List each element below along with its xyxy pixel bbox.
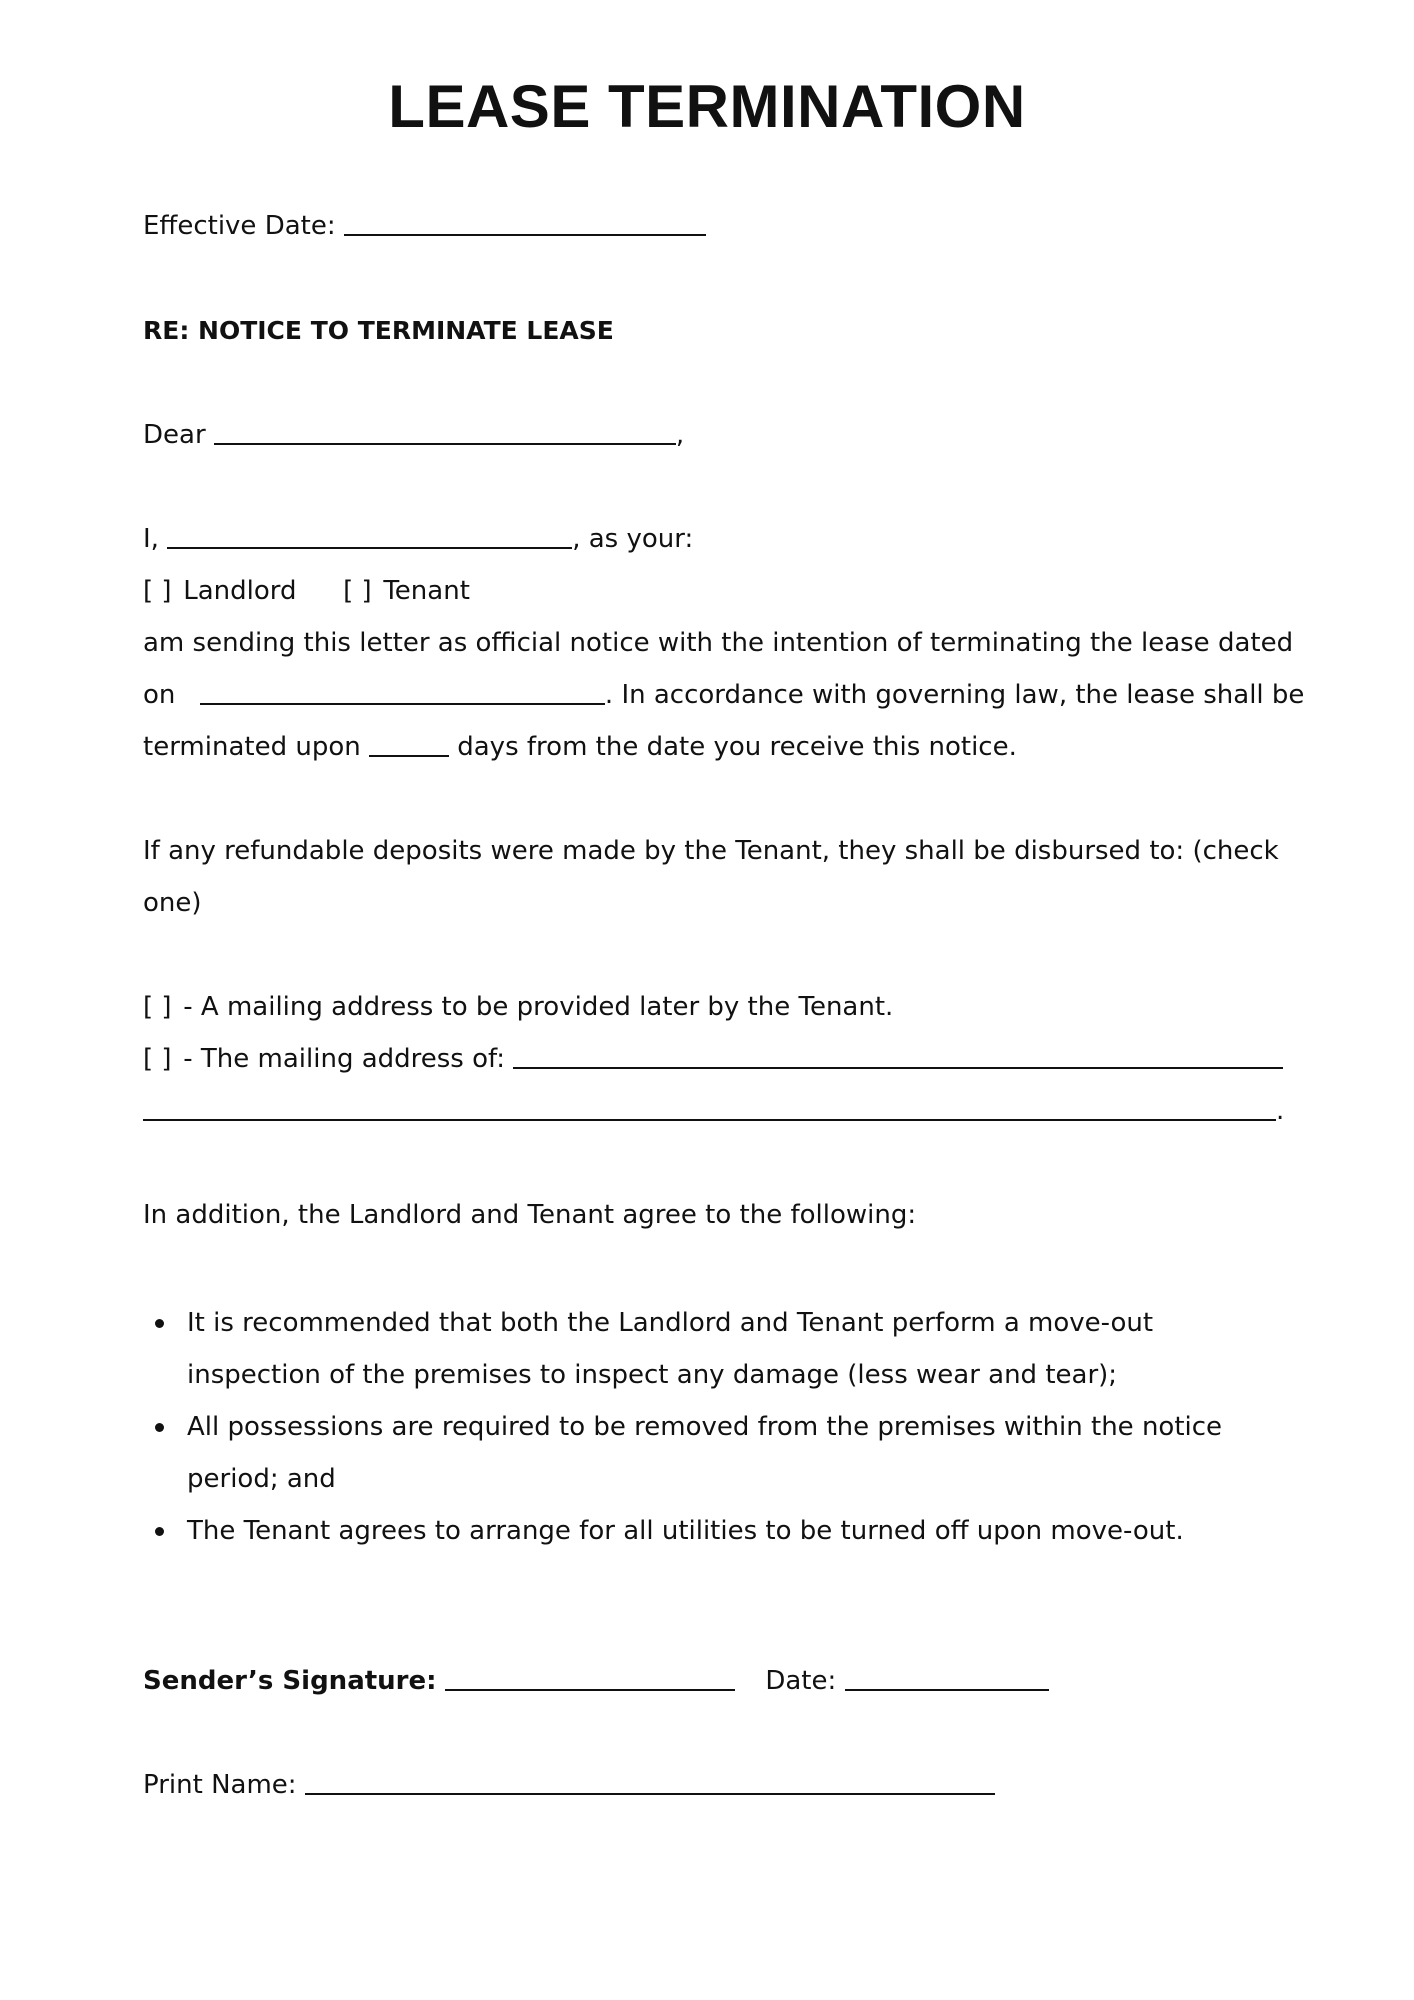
bullet-text: All possessions are required to be removed from the premises within the notice period; and: [187, 1412, 1223, 1494]
deposit-paragraph-line-1: If any refundable deposits were made by the Tenant, they shall be disbursed to: (check: [143, 836, 1279, 866]
dear-line: [143, 409, 684, 461]
deposit-option-2: [143, 1033, 1283, 1085]
notice-paragraph-line-1: am sending this letter as official notice with the intention of terminating the lease dated: [143, 628, 1294, 658]
effective-date-blank[interactable]: [344, 204, 706, 236]
list-item: [143, 1505, 1293, 1557]
bullet-text: The Tenant agrees to arrange for all utilities to be turned off upon move-out.: [187, 1516, 1184, 1546]
lease-date-blank[interactable]: [200, 673, 605, 705]
notice-paragraph-line-3: [143, 721, 1017, 773]
bullet-icon: [155, 1527, 164, 1536]
bullet-text: It is recommended that both the Landlord and Tenant perform a move-out inspection of the premises to inspect any damage (less wear and tear);: [187, 1308, 1154, 1390]
days-blank[interactable]: [369, 725, 449, 757]
landlord-label: Landlord: [183, 576, 297, 606]
as-your-text: , as your:: [572, 524, 694, 554]
signature-date-label: Date:: [765, 1666, 837, 1696]
bullet-icon: [155, 1423, 164, 1432]
agreement-bullet-list: [143, 1297, 1293, 1557]
recipient-name-blank[interactable]: [214, 413, 676, 445]
landlord-checkbox[interactable]: [ ]: [143, 576, 172, 606]
document-title: LEASE TERMINATION: [388, 73, 1026, 140]
mailing-address-blank-1[interactable]: [513, 1037, 1283, 1069]
deposit-option-1: [143, 981, 893, 1033]
deposit-paragraph-line-2: one): [143, 888, 202, 918]
list-item: [143, 1401, 1293, 1505]
option-1-checkbox[interactable]: [ ]: [143, 992, 172, 1022]
dear-comma: ,: [675, 420, 685, 450]
sender-line: [143, 513, 693, 565]
on-label: on: [143, 680, 176, 710]
signature-line: [143, 1655, 1049, 1707]
option-2-checkbox[interactable]: [ ]: [143, 1044, 172, 1074]
signature-blank[interactable]: [445, 1659, 735, 1691]
mailing-address-continuation: [143, 1085, 1284, 1137]
dear-label: Dear: [143, 420, 206, 450]
re-line: RE: NOTICE TO TERMINATE LEASE: [143, 316, 614, 345]
addition-intro: In addition, the Landlord and Tenant agree to the following:: [143, 1200, 917, 1230]
effective-date-line: [143, 200, 706, 252]
option-1-text: - A mailing address to be provided later by the Tenant.: [183, 992, 894, 1022]
i-label: I,: [143, 524, 159, 554]
print-name-blank[interactable]: [305, 1763, 995, 1795]
mailing-address-period: .: [1276, 1096, 1285, 1126]
print-name-line: [143, 1759, 995, 1811]
notice-paragraph-line-2: [143, 669, 1304, 721]
role-checkbox-line: [143, 565, 470, 617]
tenant-label: Tenant: [383, 576, 470, 606]
tenant-checkbox[interactable]: [ ]: [343, 576, 372, 606]
signature-label: Sender’s Signature:: [143, 1666, 437, 1696]
effective-date-label: Effective Date:: [143, 211, 336, 241]
mailing-address-blank-2[interactable]: [143, 1089, 1276, 1121]
print-name-label: Print Name:: [143, 1770, 297, 1800]
days-text: days from the date you receive this notice.: [457, 732, 1017, 762]
signature-date-blank[interactable]: [845, 1659, 1049, 1691]
bullet-icon: [155, 1319, 164, 1328]
sender-name-blank[interactable]: [167, 517, 572, 549]
terminated-upon-label: terminated upon: [143, 732, 361, 762]
governing-law-text: . In accordance with governing law, the lease shall be: [604, 680, 1305, 710]
option-2-text: - The mailing address of:: [183, 1044, 506, 1074]
list-item: [143, 1297, 1293, 1401]
